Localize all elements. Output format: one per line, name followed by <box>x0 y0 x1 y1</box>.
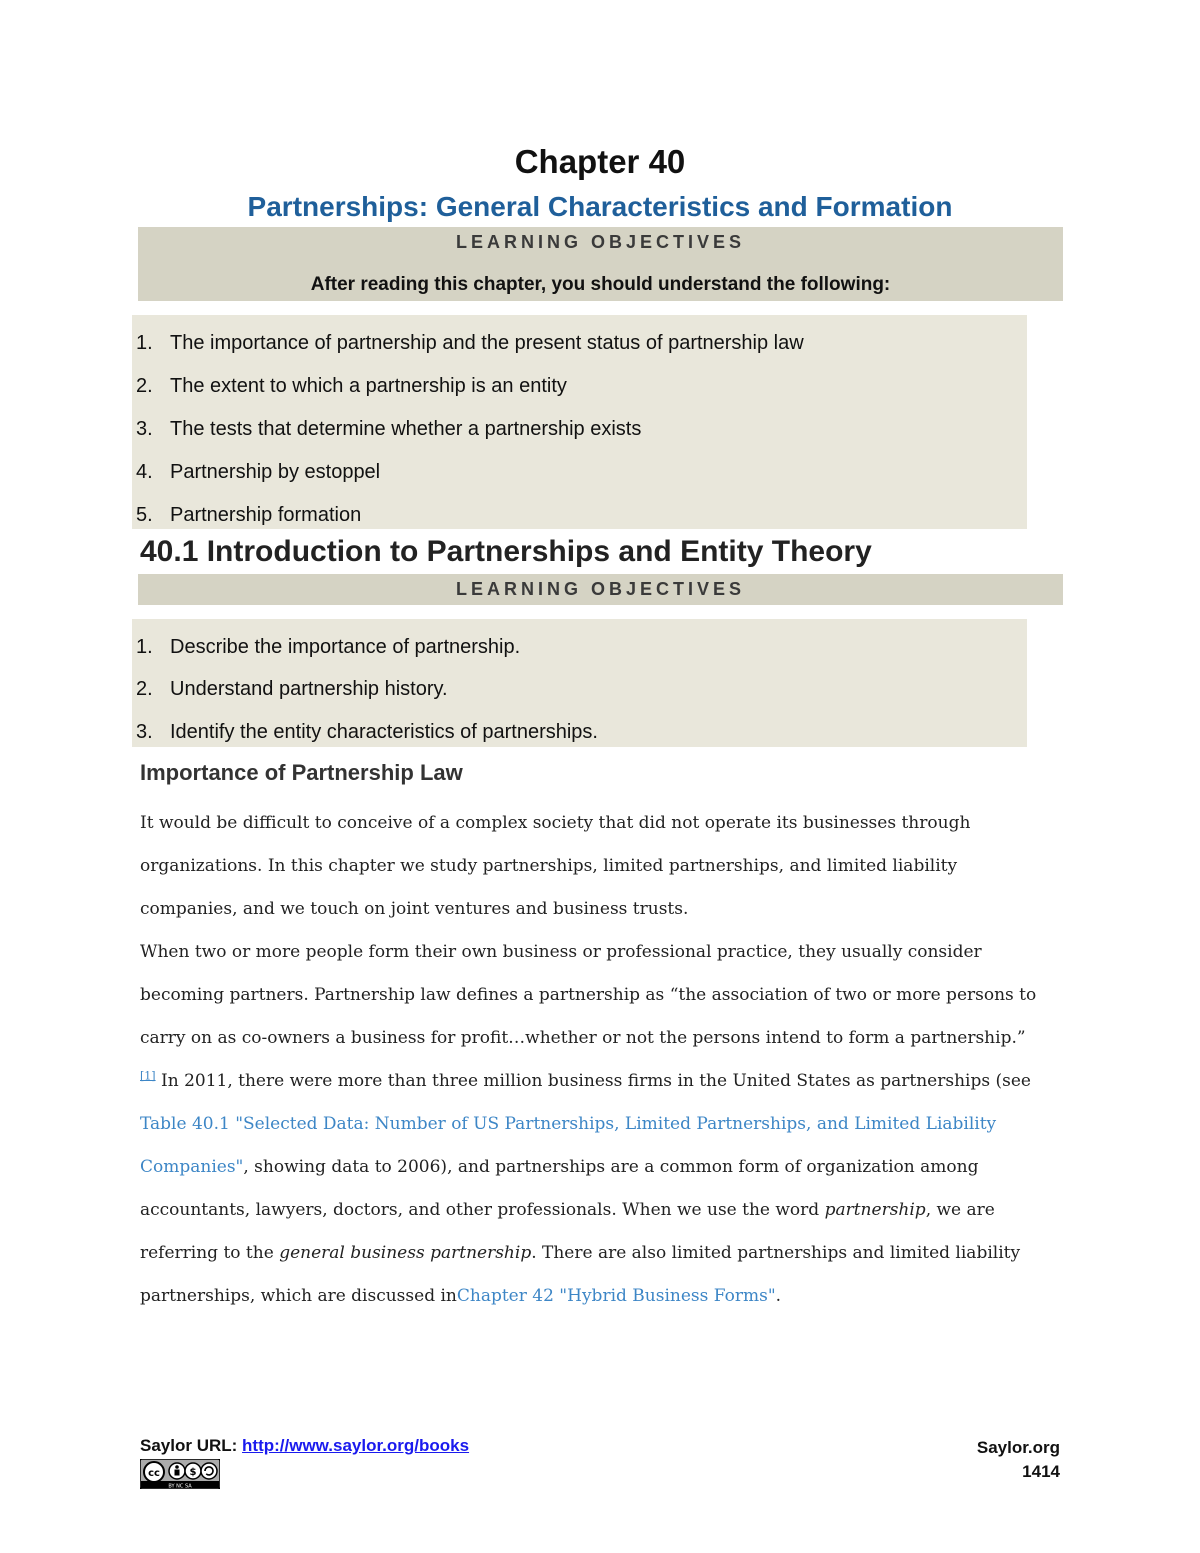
item-number: 2. <box>136 678 153 700</box>
subsection-heading: Importance of Partnership Law <box>140 760 463 785</box>
footer-right <box>900 1436 1060 1484</box>
table-link[interactable]: Table 40.1 "Selected Data: Number of US Partnerships, Limited Partnerships, and Limited Liability Companies" <box>140 1114 997 1177</box>
item-text: The extent to which a partnership is an entity <box>170 375 567 397</box>
chapter-link[interactable]: Chapter 42 "Hybrid Business Forms" <box>456 1286 776 1306</box>
item-number: 4. <box>136 461 153 483</box>
body-text <box>140 802 1040 1318</box>
section-objectives-header <box>138 574 1063 605</box>
emphasis: partnership <box>824 1200 926 1220</box>
footer-url <box>140 1436 469 1456</box>
list-item <box>136 636 520 659</box>
saylor-books-link[interactable]: http://www.saylor.org/books <box>242 1436 470 1455</box>
footer-site: Saylor.org <box>976 1438 1060 1457</box>
footnote-link[interactable]: [1] <box>140 1069 156 1083</box>
item-text: Identify the entity characteristics of partnerships. <box>170 721 598 743</box>
svg-text:$: $ <box>189 1467 197 1478</box>
item-text: The importance of partnership and the present status of partnership law <box>170 332 804 354</box>
item-text: Describe the importance of partnership. <box>170 636 521 658</box>
list-item <box>136 332 804 355</box>
chapter-objectives-header <box>138 227 1063 301</box>
paragraph: When two or more people form their own business or professional practice, they usually consider becoming partners. Partnership law defines a partnership as “the association of two or more persons to carry on as co-owners a business for profit…whether or not the persons intend to form a partnership.” [1] In 2011, there were more than three million business firms in the United States as partnerships (see Table 40.1 "Selected Data: Number of US Partnerships, Limited Partnerships, and Limited Liability Companies", showing data to 2006), and partnerships are a common form of organization among accountants, lawyers, doctors, and other professionals. When we use the word partnership, we are referring to the general business partnership. There are also limited partnerships and limited liability partnerships, which are discussed inChapter 42 "Hybrid Business Forms". <box>140 942 1037 1306</box>
item-text: Understand partnership history. <box>170 678 448 700</box>
item-text: The tests that determine whether a partnership exists <box>170 418 642 440</box>
list-item <box>136 504 361 527</box>
emphasis: general business partnership <box>279 1243 532 1263</box>
chapter-objectives-list <box>132 315 1027 529</box>
list-item <box>136 375 567 398</box>
item-number: 3. <box>136 418 153 440</box>
list-item <box>136 721 598 744</box>
list-item <box>136 461 380 484</box>
chapter-title: Chapter 40 <box>514 143 686 180</box>
item-number: 2. <box>136 375 153 397</box>
creative-commons-icon <box>140 1459 220 1489</box>
objectives-intro: After reading this chapter, you should understand the following: <box>310 274 891 295</box>
item-number: 1. <box>136 332 153 354</box>
item-number: 3. <box>136 721 153 743</box>
item-text: Partnership formation <box>170 504 362 526</box>
page-number: 1414 <box>1022 1462 1060 1481</box>
section-title: 40.1 Introduction to Partnerships and Entity Theory <box>140 535 872 568</box>
footer-url-label: Saylor URL: <box>140 1436 243 1455</box>
svg-text:cc: cc <box>148 1468 160 1479</box>
objectives-label: LEARNING OBJECTIVES <box>455 232 746 252</box>
item-number: 1. <box>136 636 153 658</box>
list-item <box>136 418 641 441</box>
objectives-label: LEARNING OBJECTIVES <box>455 579 746 599</box>
cc-badge-text: BY NC SA <box>168 1483 192 1489</box>
item-text: Partnership by estoppel <box>170 461 381 483</box>
list-item <box>136 678 448 701</box>
chapter-subtitle: Partnerships: General Characteristics and Formation <box>247 191 953 222</box>
section-objectives-list <box>132 619 1027 747</box>
paragraph: It would be difficult to conceive of a complex society that did not operate its businesses through organizations. In this chapter we study partnerships, limited partnerships, and limited liability companies, and we touch on joint ventures and business trusts. <box>140 813 971 919</box>
item-number: 5. <box>136 504 153 526</box>
